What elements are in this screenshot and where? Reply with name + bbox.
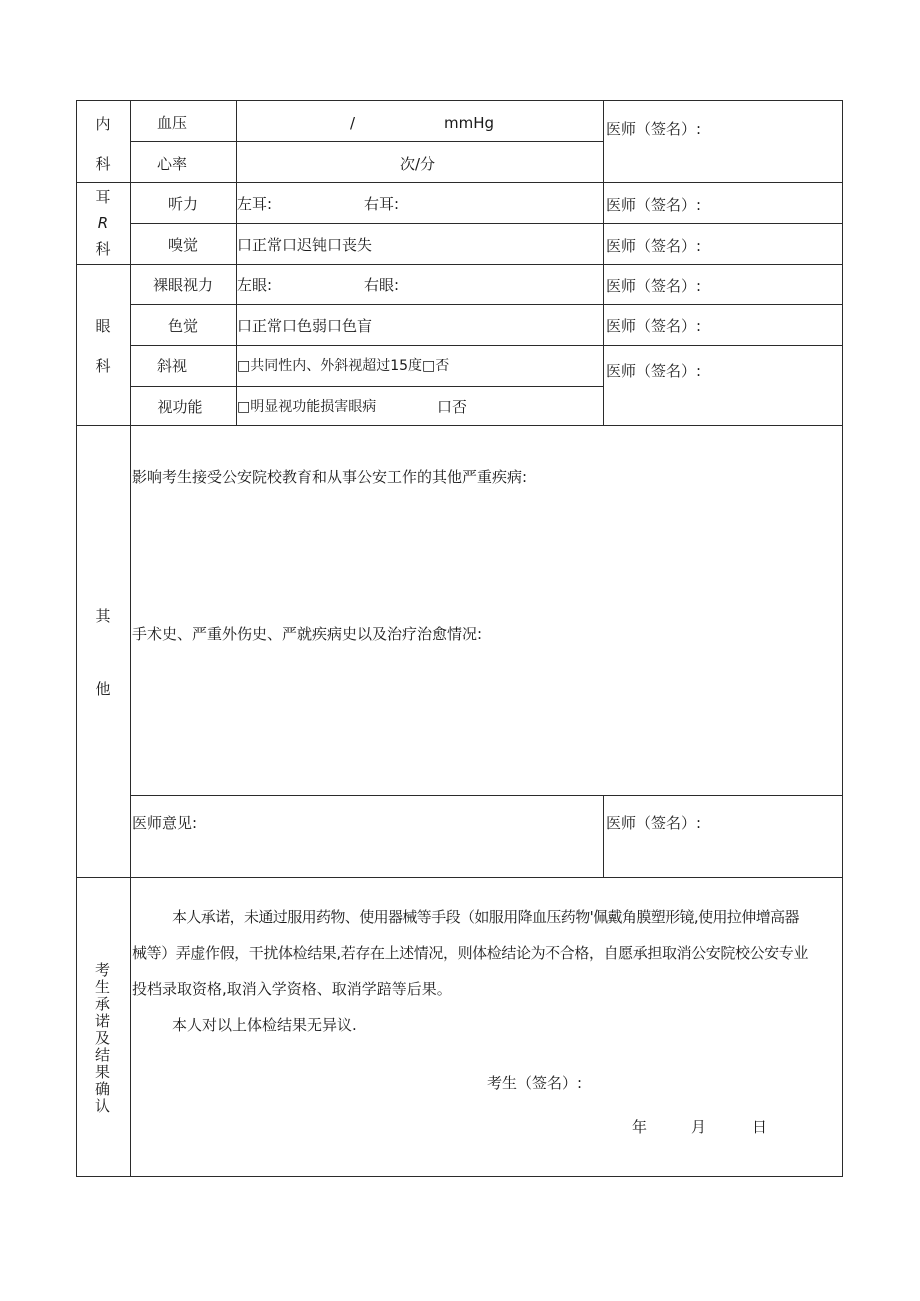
column-divider	[603, 100, 604, 426]
commitment-paragraph	[132, 899, 844, 1043]
commitment-line: 本人承诺，未通过服用药物、使用器械等手段（如服用降血压药物'佩戴角膜塑形镜,使用拉伸增高器	[172, 908, 799, 926]
column-divider	[130, 100, 131, 1177]
opinion-doctor-signature: 医师（签名）:	[606, 814, 702, 832]
commitment-section-label: 考生承诺及结果确认	[94, 961, 110, 1115]
naked-vision-label: 裸眼视力	[152, 276, 214, 294]
blood-pressure-label: 血压	[156, 114, 188, 132]
right-ear-label: 右耳:	[364, 195, 400, 213]
left-eye-label: 左眼:	[237, 276, 273, 294]
smell-label: 嗅觉	[167, 236, 199, 254]
hearing-label: 听力	[167, 195, 199, 213]
internal-dept-label: 内	[95, 115, 111, 133]
date-day: 日	[752, 1118, 768, 1136]
no-objection-statement: 本人对以上体检结果无异议.	[172, 1016, 357, 1034]
table-border-bottom	[76, 1176, 843, 1177]
column-divider	[236, 100, 237, 426]
internal-dept-label: 科	[95, 155, 111, 173]
examinee-signature: 考生（签名）:	[487, 1074, 583, 1092]
other-dept-label: 他	[95, 680, 111, 698]
section-divider	[76, 425, 843, 426]
doctor-opinion-label: 医师意见:	[132, 814, 198, 832]
column-divider	[603, 795, 604, 878]
eye-dept-label: 眼	[95, 317, 111, 335]
section-divider	[76, 264, 843, 265]
vision-doctor-signature: 医师（签名）:	[606, 277, 702, 295]
color-vision-options: 口正常口色弱口色盲	[237, 317, 373, 335]
table-border-top	[76, 100, 843, 101]
commitment-line: 投档录取资格,取消入学资格、取消学踣等后果。	[132, 980, 452, 998]
row-divider	[130, 795, 843, 796]
squint-doctor-signature: 医师（签名）:	[606, 362, 702, 380]
squint-options: □共同性内、外斜视超过15度□否	[237, 358, 450, 374]
commitment-line: 械等）弄虚作假，干扰体检结果,若存在上述情况，则体检结论为不合格，自愿承担取消公安院校公安专业	[132, 944, 808, 962]
date-year: 年	[632, 1118, 648, 1136]
ent-dept-label: 科	[95, 240, 111, 258]
other-dept-label: 其	[95, 607, 111, 625]
smell-doctor-signature: 医师（签名）:	[606, 237, 702, 255]
visual-function-option: □明显视功能损害眼病	[237, 399, 377, 415]
color-doctor-signature: 医师（签名）:	[606, 317, 702, 335]
internal-doctor-signature: 医师（签名）:	[606, 120, 702, 138]
section-divider	[76, 877, 843, 878]
heart-rate-unit: 次/分	[400, 155, 436, 173]
serious-disease-prompt: 影响考生接受公安院校教育和从事公安工作的其他严重疾病:	[132, 468, 528, 486]
hearing-doctor-signature: 医师（签名）:	[606, 196, 702, 214]
ent-dept-label: 耳	[95, 188, 111, 206]
medical-history-prompt: 手术史、严重外伤史、严就疾病史以及治疗治愈情况:	[132, 625, 483, 643]
row-divider	[130, 141, 604, 142]
eye-dept-label: 科	[95, 357, 111, 375]
right-eye-label: 右眼:	[364, 276, 400, 294]
left-ear-label: 左耳:	[237, 195, 273, 213]
section-divider	[76, 182, 843, 183]
date-month: 月	[691, 1118, 707, 1136]
visual-function-label: 视功能	[157, 398, 203, 416]
blood-pressure-slash: /	[350, 114, 356, 132]
table-border-left	[76, 100, 77, 1177]
visual-function-no: 口否	[437, 398, 468, 416]
heart-rate-label: 心率	[156, 155, 188, 173]
smell-options: 口正常口迟钝口丧失	[237, 236, 373, 254]
squint-label: 斜视	[156, 357, 188, 375]
blood-pressure-unit: mmHg	[444, 114, 495, 132]
row-divider	[130, 386, 604, 387]
color-vision-label: 色觉	[167, 317, 199, 335]
ent-dept-label: R	[97, 214, 109, 232]
